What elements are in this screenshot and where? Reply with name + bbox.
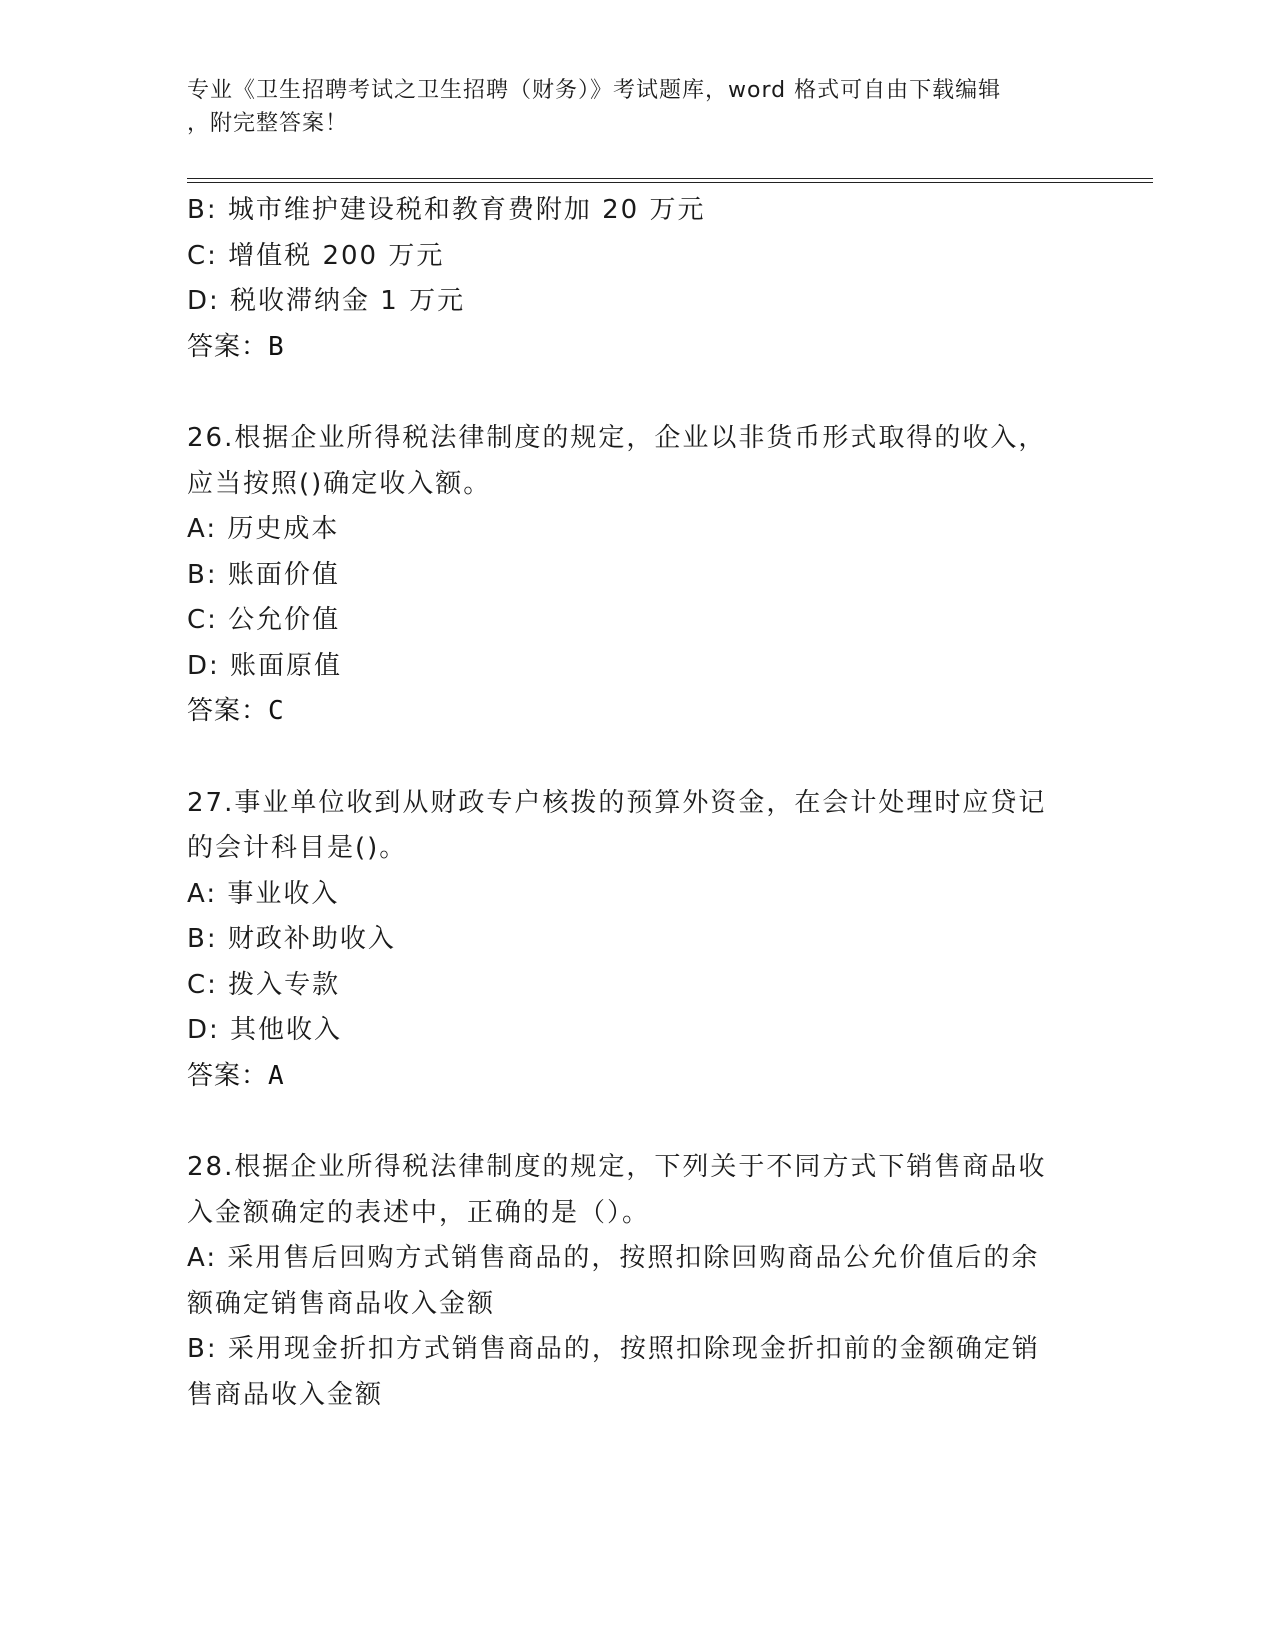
answer-label: 答案： <box>187 331 269 362</box>
option-a <box>187 1236 1087 1327</box>
question-line: 27.事业单位收到从财政专户核拨的预算外资金，在会计处理时应贷记 <box>187 787 1047 818</box>
question-line: 的会计科目是()。 <box>187 833 408 863</box>
question-line: 26.根据企业所得税法律制度的规定，企业以非货币形式取得的收入， <box>187 423 1047 453</box>
answer-key: A <box>268 1060 285 1091</box>
answer-key: C <box>268 696 285 726</box>
answer <box>187 689 1087 735</box>
prev-question-block <box>187 188 1087 370</box>
option-a: A: 历史成本 <box>187 514 340 544</box>
document-header <box>187 74 1067 140</box>
question-27 <box>187 781 1087 1100</box>
header-divider-top <box>187 178 1153 179</box>
question-text <box>187 1145 1087 1236</box>
option-line: B: 采用现金折扣方式销售商品的，按照扣除现金折扣前的金额确定销 <box>187 1334 1040 1364</box>
option-c: C: 公允价值 <box>187 605 341 635</box>
option-line: A: 采用售后回购方式销售商品的，按照扣除回购商品公允价值后的余 <box>187 1243 1040 1273</box>
answer-label: 答案： <box>187 696 269 726</box>
header-line-2-text: ，附完整答案！ <box>187 111 349 136</box>
option-line: 售商品收入金额 <box>187 1379 384 1410</box>
option-b: B: 城市维护建设税和教育费附加 20 万元 <box>187 195 706 225</box>
question-line: 应当按照()确定收入额。 <box>187 468 492 499</box>
answer-label: 答案： <box>187 1060 269 1091</box>
option-b: B: 账面价值 <box>187 559 340 590</box>
question-text <box>187 781 1087 872</box>
answer <box>187 1054 1087 1100</box>
question-text <box>187 416 1087 507</box>
question-28 <box>187 1145 1087 1418</box>
option-b: B: 财政补助收入 <box>187 924 396 954</box>
header-line-1-text: 专业《卫生招聘考试之卫生招聘（财务）》考试题库，word 格式可自由下载编辑 <box>187 78 1002 103</box>
question-line: 28.根据企业所得税法律制度的规定，下列关于不同方式下销售商品收 <box>187 1152 1047 1182</box>
document-body <box>187 188 1087 1418</box>
option-c: C: 增值税 200 万元 <box>187 240 445 271</box>
option-c: C: 拨入专款 <box>187 969 341 1000</box>
option-d: D: 其他收入 <box>187 1015 343 1045</box>
option-d: D: 账面原值 <box>187 650 343 681</box>
option-a: A: 事业收入 <box>187 878 340 909</box>
header-divider-bottom <box>187 182 1153 183</box>
option-b <box>187 1327 1087 1418</box>
question-line: 入金额确定的表述中，正确的是（）。 <box>187 1197 651 1228</box>
option-d: D: 税收滞纳金 1 万元 <box>187 286 466 316</box>
answer-key: B <box>268 331 285 362</box>
question-26 <box>187 416 1087 735</box>
answer <box>187 325 1087 371</box>
option-line: 额确定销售商品收入金额 <box>187 1288 496 1319</box>
